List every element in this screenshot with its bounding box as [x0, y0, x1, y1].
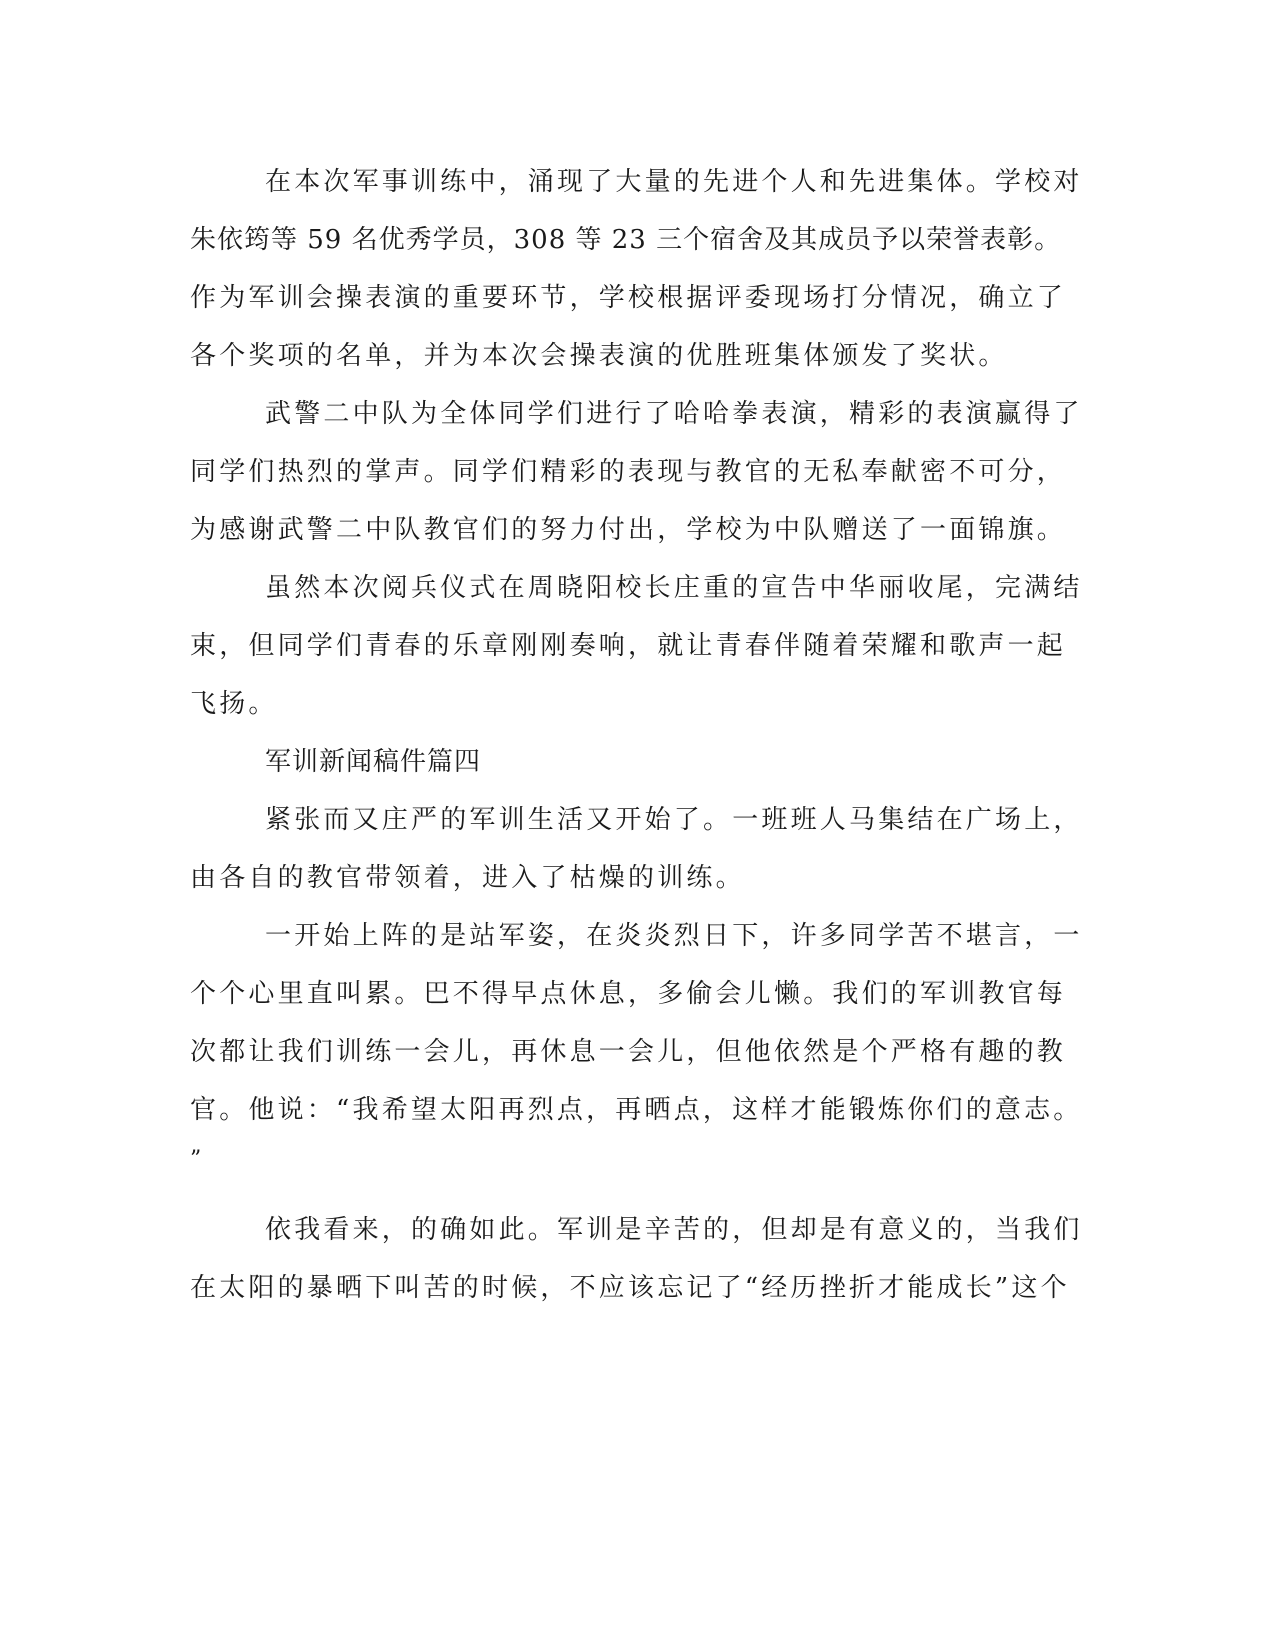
paragraph-line: 作为军训会操表演的重要环节，学校根据评委现场打分情况，确立了 — [190, 283, 1067, 313]
paragraph-line: 虽然本次阅兵仪式在周晓阳校长庄重的宣告中华丽收尾，完满结 — [265, 573, 1083, 603]
paragraph-line: 同学们热烈的掌声。同学们精彩的表现与教官的无私奉献密不可分， — [190, 457, 1067, 487]
paragraph-line: 由各自的教官带领着，进入了枯燥的训练。 — [190, 863, 745, 893]
paragraph-line: 为感谢武警二中队教官们的努力付出，学校为中队赠送了一面锦旗。 — [190, 515, 1067, 545]
paragraph-line: 束，但同学们青春的乐章刚刚奏响，就让青春伴随着荣耀和歌声一起 — [190, 631, 1067, 661]
paragraph-line: 紧张而又庄严的军训生活又开始了。一班班人马集结在广场上， — [265, 805, 1083, 835]
paragraph-line: 飞扬。 — [190, 689, 278, 719]
paragraph-line: 依我看来，的确如此。军训是辛苦的，但却是有意义的，当我们 — [265, 1215, 1083, 1245]
paragraph-line: 在本次军事训练中，涌现了大量的先进个人和先进集体。学校对 — [265, 167, 1083, 197]
paragraph-line: 朱依筠等 59 名优秀学员，308 等 23 三个宿舍及其成员予以荣誉表彰。 — [190, 225, 1062, 255]
paragraph-line: 武警二中队为全体同学们进行了哈哈拳表演，精彩的表演赢得了 — [265, 399, 1083, 429]
paragraph-line: 次都让我们训练一会儿，再休息一会儿，但他依然是个严格有趣的教 — [190, 1037, 1067, 1067]
paragraph-line: 在太阳的暴晒下叫苦的时候，不应该忘记了“经历挫折才能成长”这个 — [190, 1273, 1070, 1303]
section-heading: 军训新闻稿件篇四 — [265, 747, 482, 777]
paragraph-line: ” — [190, 1147, 203, 1172]
paragraph-line: 各个奖项的名单，并为本次会操表演的优胜班集体颁发了奖状。 — [190, 341, 1008, 371]
paragraph-line: 官。他说：“我希望太阳再烈点，再晒点，这样才能锻炼你们的意志。 — [190, 1095, 1083, 1125]
paragraph-line: 一开始上阵的是站军姿，在炎炎烈日下，许多同学苦不堪言，一 — [265, 921, 1083, 951]
paragraph-line: 个个心里直叫累。巴不得早点休息，多偷会儿懒。我们的军训教官每 — [190, 979, 1067, 1009]
